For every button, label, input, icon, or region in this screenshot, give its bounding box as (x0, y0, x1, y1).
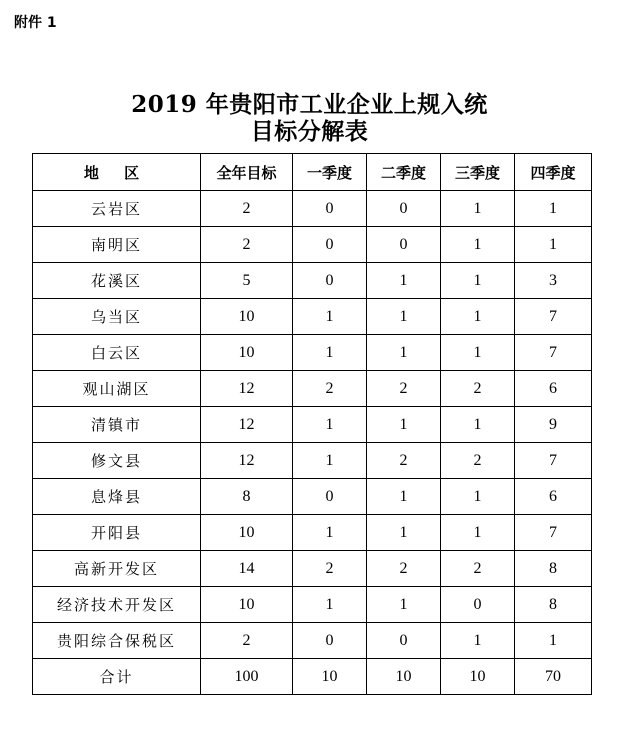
cell-q4: 6 (515, 371, 592, 407)
table-row (33, 335, 592, 371)
table-row (33, 479, 592, 515)
header-region: 地 区 (33, 154, 201, 191)
cell-total: 2 (201, 227, 293, 263)
title-line-2: 目标分解表 (250, 118, 369, 145)
cell-q2: 1 (367, 407, 441, 443)
cell-q2: 1 (367, 515, 441, 551)
cell-region: 息烽县 (33, 479, 201, 515)
cell-total: 10 (201, 299, 293, 335)
cell-q2: 1 (367, 479, 441, 515)
cell-region: 经济技术开发区 (33, 587, 201, 623)
cell-q4: 9 (515, 407, 592, 443)
cell-total: 8 (201, 479, 293, 515)
cell-q3: 1 (441, 227, 515, 263)
cell-region: 清镇市 (33, 407, 201, 443)
cell-q4: 7 (515, 515, 592, 551)
cell-region: 观山湖区 (33, 371, 201, 407)
table-row (33, 263, 592, 299)
cell-q1: 0 (293, 623, 367, 659)
cell-total: 10 (201, 515, 293, 551)
cell-region: 花溪区 (33, 263, 201, 299)
cell-total: 10 (201, 587, 293, 623)
table-header-row (33, 154, 592, 191)
table-row (33, 227, 592, 263)
cell-total: 12 (201, 371, 293, 407)
cell-q2: 0 (367, 623, 441, 659)
cell-q2: 1 (367, 335, 441, 371)
cell-total: 14 (201, 551, 293, 587)
cell-q2: 1 (367, 299, 441, 335)
cell-q3: 1 (441, 191, 515, 227)
cell-q3: 1 (441, 263, 515, 299)
cell-q4: 8 (515, 551, 592, 587)
cell-q3: 1 (441, 407, 515, 443)
cell-q4: 7 (515, 443, 592, 479)
cell-total: 10 (201, 335, 293, 371)
cell-q3: 1 (441, 515, 515, 551)
header-q1: 一季度 (293, 154, 367, 191)
cell-q1: 2 (293, 371, 367, 407)
title-line-1: 2019 年贵阳市工业企业上规入统 (131, 91, 488, 118)
cell-q3: 0 (441, 587, 515, 623)
cell-region: 贵阳综合保税区 (33, 623, 201, 659)
cell-total: 12 (201, 407, 293, 443)
cell-q3: 1 (441, 479, 515, 515)
cell-q1: 0 (293, 479, 367, 515)
cell-q3: 2 (441, 551, 515, 587)
table-row (33, 191, 592, 227)
cell-total: 5 (201, 263, 293, 299)
table-row (33, 443, 592, 479)
cell-q2: 2 (367, 371, 441, 407)
cell-q4: 1 (515, 623, 592, 659)
cell-region: 云岩区 (33, 191, 201, 227)
cell-q1: 0 (293, 191, 367, 227)
cell-q1: 1 (293, 299, 367, 335)
cell-region: 乌当区 (33, 299, 201, 335)
cell-q4: 7 (515, 335, 592, 371)
cell-q2: 1 (367, 587, 441, 623)
cell-q2: 1 (367, 263, 441, 299)
cell-q2: 0 (367, 191, 441, 227)
cell-q4: 6 (515, 479, 592, 515)
cell-q2: 2 (367, 551, 441, 587)
document-title (0, 91, 619, 145)
table-body (33, 191, 592, 695)
table-row (33, 587, 592, 623)
cell-q3: 1 (441, 335, 515, 371)
table-row (33, 371, 592, 407)
cell-q3: 10 (441, 659, 515, 695)
target-breakdown-table (32, 153, 592, 695)
cell-q3: 1 (441, 299, 515, 335)
cell-region: 开阳县 (33, 515, 201, 551)
table-row (33, 551, 592, 587)
attachment-label: 附件 1 (14, 15, 57, 31)
cell-q1: 1 (293, 407, 367, 443)
table-row (33, 515, 592, 551)
cell-q4: 3 (515, 263, 592, 299)
cell-q4: 70 (515, 659, 592, 695)
cell-total: 12 (201, 443, 293, 479)
table-row (33, 407, 592, 443)
table-row (33, 299, 592, 335)
cell-region: 白云区 (33, 335, 201, 371)
header-q4: 四季度 (515, 154, 592, 191)
cell-q3: 2 (441, 371, 515, 407)
cell-q1: 1 (293, 443, 367, 479)
table-row (33, 623, 592, 659)
cell-q4: 7 (515, 299, 592, 335)
cell-q4: 1 (515, 227, 592, 263)
cell-region: 合计 (33, 659, 201, 695)
cell-q2: 2 (367, 443, 441, 479)
cell-q3: 1 (441, 623, 515, 659)
cell-q1: 1 (293, 515, 367, 551)
cell-total: 100 (201, 659, 293, 695)
cell-q1: 0 (293, 227, 367, 263)
cell-total: 2 (201, 623, 293, 659)
cell-q1: 10 (293, 659, 367, 695)
cell-q4: 8 (515, 587, 592, 623)
cell-q1: 1 (293, 335, 367, 371)
cell-q1: 2 (293, 551, 367, 587)
header-q2: 二季度 (367, 154, 441, 191)
cell-q2: 0 (367, 227, 441, 263)
cell-q4: 1 (515, 191, 592, 227)
cell-region: 修文县 (33, 443, 201, 479)
cell-q1: 1 (293, 587, 367, 623)
cell-q1: 0 (293, 263, 367, 299)
header-total: 全年目标 (201, 154, 293, 191)
header-q3: 三季度 (441, 154, 515, 191)
cell-region: 高新开发区 (33, 551, 201, 587)
cell-q3: 2 (441, 443, 515, 479)
cell-region: 南明区 (33, 227, 201, 263)
cell-total: 2 (201, 191, 293, 227)
table-total-row (33, 659, 592, 695)
cell-q2: 10 (367, 659, 441, 695)
